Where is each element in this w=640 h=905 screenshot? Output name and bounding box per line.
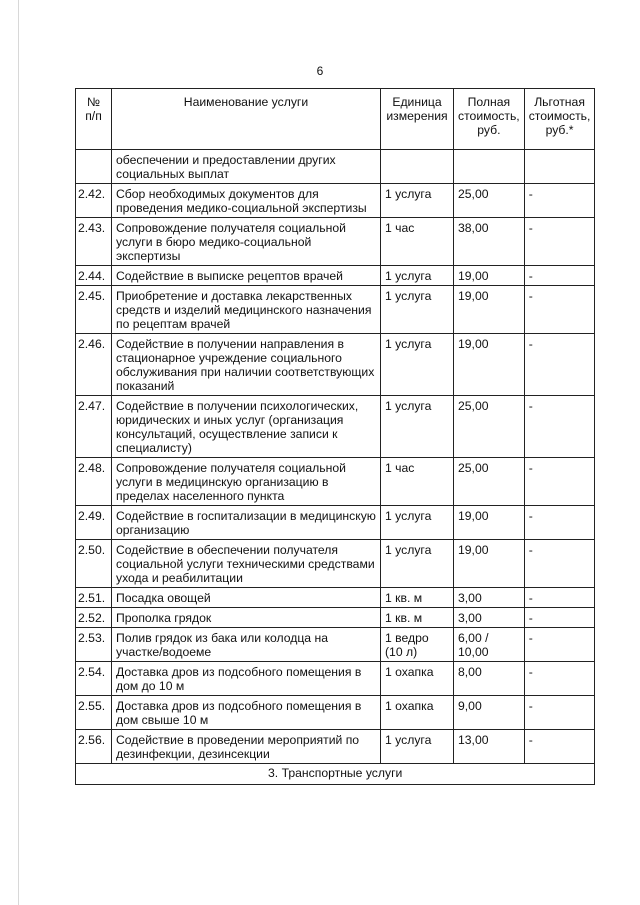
cell-num: 2.56.	[76, 730, 112, 764]
cell-num: 2.42.	[76, 184, 112, 218]
cell-price: 19,00	[454, 506, 525, 540]
cell-price: 3,00	[454, 588, 525, 608]
cell-unit: 1 охапка	[381, 662, 454, 696]
cell-num: 2.45.	[76, 286, 112, 334]
cell-name: Содействие в проведении мероприятий по дезинфекции, дезинсекции	[112, 730, 381, 764]
cell-num: 2.49.	[76, 506, 112, 540]
table-row	[76, 334, 595, 396]
cell-name: Содействие в выписке рецептов врачей	[112, 266, 381, 286]
table-row	[76, 540, 595, 588]
table-row	[76, 662, 595, 696]
cell-name: Содействие в получении психологических, юридических и иных услуг (организация консультаций, осуществление записи к специалисту)	[112, 396, 381, 458]
cell-name: Сопровождение получателя социальной услуги в бюро медико-социальной экспертизы	[112, 218, 381, 266]
cell-num: 2.50.	[76, 540, 112, 588]
cell-price: 13,00	[454, 730, 525, 764]
cell-discount: -	[524, 458, 595, 506]
cell-name: Содействие в обеспечении получателя социальной услуги техническими средствами ухода и реабилитации	[112, 540, 381, 588]
cell-discount: -	[524, 540, 595, 588]
cell-num: 2.44.	[76, 266, 112, 286]
cell-price: 19,00	[454, 266, 525, 286]
cell-price: 19,00	[454, 540, 525, 588]
table-row	[76, 730, 595, 764]
cell-unit: 1 ведро (10 л)	[381, 628, 454, 662]
header-discount: Льготная стоимость, руб.*	[524, 89, 595, 150]
cell-name: обеспечении и предоставлении других социальных выплат	[112, 150, 381, 184]
cell-num: 2.48.	[76, 458, 112, 506]
cell-unit: 1 услуга	[381, 286, 454, 334]
cell-unit: 1 услуга	[381, 334, 454, 396]
page-number: 6	[316, 64, 324, 78]
cell-discount: -	[524, 628, 595, 662]
cell-name: Прополка грядок	[112, 608, 381, 628]
cell-num: 2.51.	[76, 588, 112, 608]
cell-unit: 1 услуга	[381, 506, 454, 540]
cell-name: Приобретение и доставка лекарственных средств и изделий медицинского назначения по рецептам врачей	[112, 286, 381, 334]
services-table	[75, 88, 595, 785]
table-row	[76, 608, 595, 628]
cell-unit: 1 охапка	[381, 696, 454, 730]
cell-unit: 1 кв. м	[381, 588, 454, 608]
cell-price: 6,00 / 10,00	[454, 628, 525, 662]
section-row	[76, 764, 595, 785]
cell-discount	[524, 150, 595, 184]
cell-num: 2.47.	[76, 396, 112, 458]
cell-price: 9,00	[454, 696, 525, 730]
table-row	[76, 628, 595, 662]
cell-price	[454, 150, 525, 184]
cell-price: 38,00	[454, 218, 525, 266]
cell-price: 25,00	[454, 396, 525, 458]
cell-unit: 1 час	[381, 218, 454, 266]
header-num: № п/п	[76, 89, 112, 150]
cell-discount: -	[524, 334, 595, 396]
cell-discount: -	[524, 730, 595, 764]
cell-name: Содействие в получении направления в стационарное учреждение социального обслуживания при наличии соответствующих показаний	[112, 334, 381, 396]
cell-price: 25,00	[454, 184, 525, 218]
cell-num: 2.54.	[76, 662, 112, 696]
cell-name: Сопровождение получателя социальной услуги в медицинскую организацию в пределах населенного пункта	[112, 458, 381, 506]
header-name: Наименование услуги	[112, 89, 381, 150]
cell-num: 2.46.	[76, 334, 112, 396]
cell-unit	[381, 150, 454, 184]
table-row	[76, 396, 595, 458]
cell-name: Содействие в госпитализации в медицинскую организацию	[112, 506, 381, 540]
cell-discount: -	[524, 506, 595, 540]
table-row	[76, 588, 595, 608]
cell-discount: -	[524, 396, 595, 458]
cell-name: Полив грядок из бака или колодца на участке/водоеме	[112, 628, 381, 662]
cell-discount: -	[524, 266, 595, 286]
cell-price: 25,00	[454, 458, 525, 506]
cell-discount: -	[524, 286, 595, 334]
cell-unit: 1 услуга	[381, 396, 454, 458]
cell-discount: -	[524, 608, 595, 628]
header-price: Полная стоимость, руб.	[454, 89, 525, 150]
cell-discount: -	[524, 662, 595, 696]
table-row	[76, 266, 595, 286]
cell-num: 2.43.	[76, 218, 112, 266]
cell-price: 19,00	[454, 286, 525, 334]
table-row	[76, 506, 595, 540]
cell-price: 19,00	[454, 334, 525, 396]
cell-num: 2.55.	[76, 696, 112, 730]
cell-name: Сбор необходимых документов для проведения медико-социальной экспертизы	[112, 184, 381, 218]
table-header-row	[76, 89, 595, 150]
table-row	[76, 184, 595, 218]
cell-name: Доставка дров из подсобного помещения в дом до 10 м	[112, 662, 381, 696]
cell-name: Доставка дров из подсобного помещения в дом свыше 10 м	[112, 696, 381, 730]
cell-discount: -	[524, 218, 595, 266]
cell-discount: -	[524, 696, 595, 730]
cell-unit: 1 час	[381, 458, 454, 506]
cell-name: Посадка овощей	[112, 588, 381, 608]
table-row	[76, 696, 595, 730]
table-row-continuation	[76, 150, 595, 184]
table-row	[76, 458, 595, 506]
cell-discount: -	[524, 588, 595, 608]
cell-unit: 1 услуга	[381, 266, 454, 286]
scan-edge	[18, 0, 19, 905]
cell-num: 2.52.	[76, 608, 112, 628]
cell-num: 2.53.	[76, 628, 112, 662]
cell-unit: 1 кв. м	[381, 608, 454, 628]
table-row	[76, 286, 595, 334]
cell-price: 8,00	[454, 662, 525, 696]
header-unit: Единица измерения	[381, 89, 454, 150]
cell-unit: 1 услуга	[381, 540, 454, 588]
section-title: 3. Транспортные услуги	[76, 764, 595, 785]
cell-unit: 1 услуга	[381, 184, 454, 218]
cell-num	[76, 150, 112, 184]
table-row	[76, 218, 595, 266]
cell-price: 3,00	[454, 608, 525, 628]
cell-unit: 1 услуга	[381, 730, 454, 764]
cell-discount: -	[524, 184, 595, 218]
